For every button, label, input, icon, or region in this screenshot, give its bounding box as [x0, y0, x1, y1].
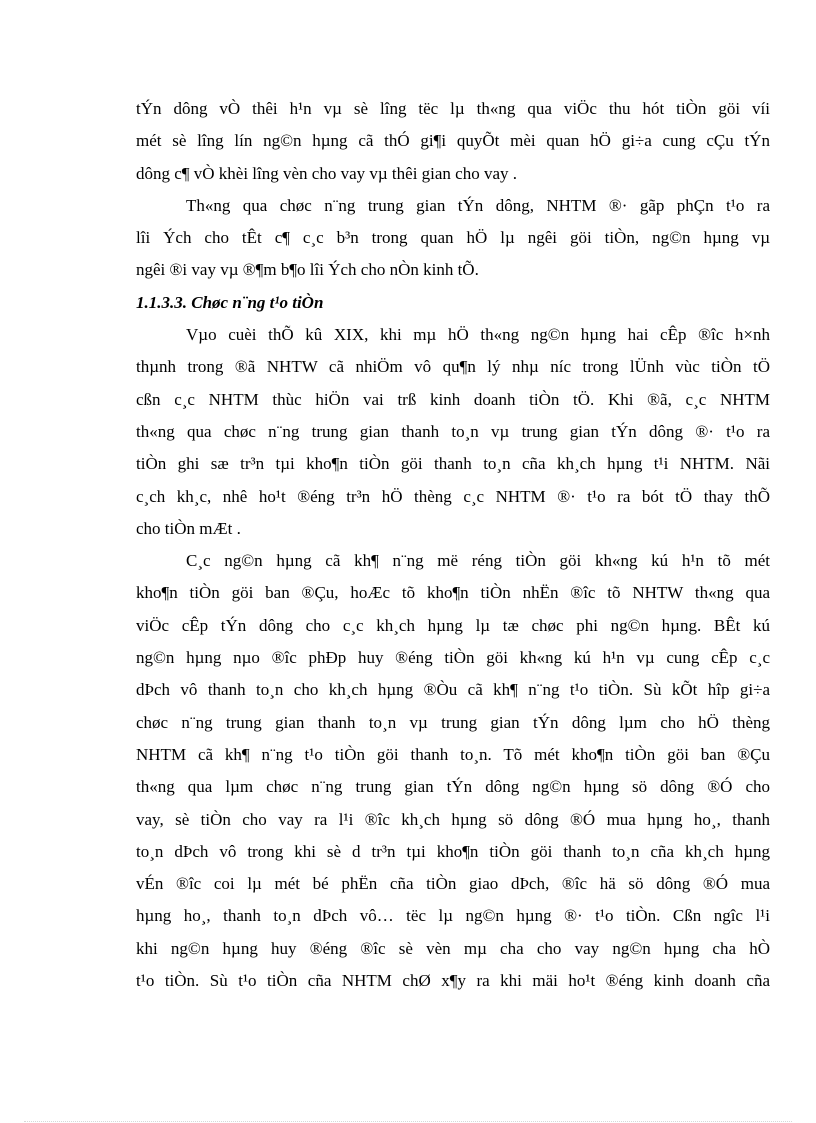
text-line: thµnh trong ®ã NHTW cã nhiÖm vô qu¶n lý nhµ níc trong lÜnh vùc tiÒn tÖ: [136, 357, 770, 377]
text-line: th«ng qua lµm chøc n¨ng trung gian tÝn dông ng©n hµng sö dông ®Ó cho: [136, 777, 770, 797]
text-line: t¹o tiÒn. Sù t¹o tiÒn cña NHTM chØ x¶y ra khi mäi ho¹t ®éng kinh doanh cña: [136, 971, 770, 991]
page-bottom-divider: [24, 1121, 792, 1122]
text-line: to¸n dÞch vô trong khi sè d tr³n tµi kho¶n tiÒn göi thanh to¸n cña kh¸ch hµng: [136, 841, 770, 861]
text-line: lîi Ých cho tÊt c¶ c¸c b³n trong quan hÖ lµ ngêi göi tiÒn, ng©n hµng vµ: [136, 228, 770, 248]
section-heading: 1.1.3.3. Chøc n¨ng t¹o tiÒn: [136, 292, 324, 312]
text-line: vÉn ®îc coi lµ mét bé phËn cña tiÒn giao dÞch, ®îc hä sö dông ®Ó mua: [136, 874, 770, 894]
text-line: chøc n¨ng trung gian thanh to¸n vµ trung gian tÝn dông lµm cho hÖ thèng: [136, 712, 770, 732]
text-line: Vµo cuèi thÕ kû XIX, khi mµ hÖ th«ng ng©n hµng hai cÊp ®îc h×nh: [186, 325, 770, 345]
text-line: kho¶n tiÒn göi ban ®Çu, hoÆc tõ kho¶n tiÒn nhËn ®îc tõ NHTW th«ng qua: [136, 583, 770, 603]
text-line: ng©n hµng nµo ®îc phÐp huy ®éng tiÒn göi kh«ng kú h¹n vµ cung cÊp c¸c: [136, 648, 770, 668]
text-line: C¸c ng©n hµng cã kh¶ n¨ng më réng tiÒn göi kh«ng kú h¹n tõ mét: [186, 551, 770, 571]
text-line: ngêi ®i vay vµ ®¶m b¶o lîi Ých cho nÒn kinh tÕ.: [136, 260, 479, 280]
text-line: tiÒn ghi sæ tr³n tµi kho¶n tiÒn göi thanh to¸n cña kh¸ch hµng t¹i NHTM. Nãi: [136, 454, 770, 474]
text-line: dÞch vô thanh to¸n cho kh¸ch hµng ®Òu cã kh¶ n¨ng t¹o tiÒn. Sù kÕt hîp gi÷a: [136, 680, 770, 700]
text-line: NHTM cã kh¶ n¨ng t¹o tiÒn göi thanh to¸n. Tõ mét kho¶n tiÒn göi ban ®Çu: [136, 744, 770, 764]
document-body: [136, 93, 770, 997]
text-line: th«ng qua chøc n¨ng trung gian thanh to¸n vµ trung gian tÝn dông ®· t¹o ra: [136, 421, 770, 441]
text-line: cho tiÒn mÆt .: [136, 518, 241, 538]
text-line: hµng ho¸, thanh to¸n dÞch vô… tëc lµ ng©n hµng ®· t¹o tiÒn. Cßn ngîc l¹i: [136, 906, 770, 926]
text-line: c¸ch kh¸c, nhê ho¹t ®éng tr³n hÖ thèng c¸c NHTM ®· t¹o ra bót tÖ thay thÕ: [136, 486, 770, 506]
text-line: Th«ng qua chøc n¨ng trung gian tÝn dông, NHTM ®· gãp phÇn t¹o ra: [186, 195, 770, 215]
text-line: cßn c¸c NHTM thùc hiÖn vai trß kinh doanh tiÒn tÖ. Khi ®ã, c¸c NHTM: [136, 389, 770, 409]
text-line: mét sè lîng lín ng©n hµng cã thÓ gi¶i quyÕt mèi quan hÖ gi÷a cung cÇu tÝn: [136, 131, 770, 151]
text-line: viÖc cÊp tÝn dông cho c¸c kh¸ch hµng lµ tæ chøc phi ng©n hµng. BÊt kú: [136, 615, 770, 635]
text-line: dông c¶ vÒ khèi lîng vèn cho vay vµ thêi gian cho vay .: [136, 163, 518, 183]
text-line: tÝn dông vÒ thêi h¹n vµ sè lîng tëc lµ th«ng qua viÖc thu hót tiÒn göi víi: [136, 99, 770, 118]
text-line: vay, sè tiÒn cho vay ra l¹i ®îc kh¸ch hµng sö dông ®Ó mua hµng ho¸, thanh: [136, 809, 770, 829]
text-line: khi ng©n hµng huy ®éng ®îc sè vèn mµ cha cho vay ng©n hµng cha hÒ: [136, 938, 770, 958]
